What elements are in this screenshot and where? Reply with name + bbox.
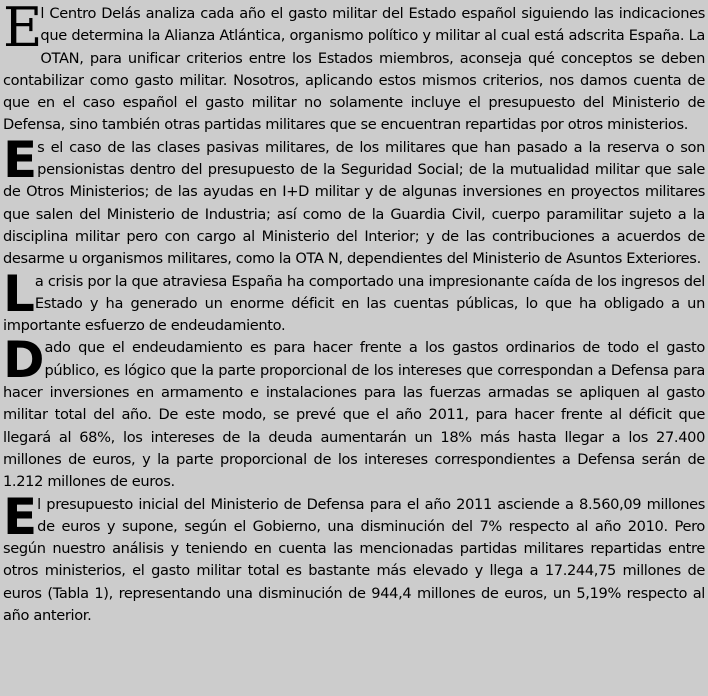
paragraph-text: a crisis por la que atraviesa España ha comportado una impresionante caída de los ingresos del Estado y ha generado un enorme déficit en las cuentas públicas, lo que ha obligado a un importante esfuerzo de endeudamiento. [3,272,705,335]
document-body [3,0,705,627]
dropcap-letter: E [3,487,36,546]
paragraph-intro [3,0,705,137]
paragraph-text: l Centro Delás analiza cada año el gasto militar del Estado español siguiendo las indicaciones que determina la Alianza Atlántica, organismo político y militar al cual está adscrita España. La OTAN, para unificar criterios entre los Estados miembros, aconseja qué conceptos se deben contabilizar como gasto militar. Nosotros, aplicando estos mismos criterios, nos damos cuenta de que en el caso español el gasto militar no solamente incluye el presupuesto del Ministerio de Defensa, sino también otras partidas militares que se encuentran repartidas por otros ministerios. [3,5,705,134]
paragraph-presupuesto [3,487,705,628]
paragraph-text: ado que el endeudamiento es para hacer frente a los gastos ordinarios de todo el gasto público, es lógico que la parte proporcional de los intereses que correspondan a Defensa para hacer inversiones en armamento e instalaciones para las fuerzas armadas se apliquen al gasto militar total del año. De este modo, se prevé que el año 2011, para hacer frente al déficit que llegará al 68%, los intereses de la deuda aumentarán un 18% más hasta llegar a los 27.400 millones de euros, y la parte proporcional de los intereses correspondientes a Defensa serán de 1.212 millones de euros. [3,339,705,491]
dropcap-letter: E [3,0,39,59]
dropcap-letter: D [3,331,43,390]
paragraph-endeudamiento [3,331,705,493]
paragraph-text: s el caso de las clases pasivas militares, de los militares que han pasado a la reserva o son pensionistas dentro del presupuesto de la Seguridad Social; de la mutualidad militar que sale de Otros Ministerios; de las ayudas en I+D militar y de algunas inversiones en proyectos militares que salen del Ministerio de Industria; así como de la Guardia Civil, cuerpo paramilitar sujeto a la disciplina militar pero con cargo al Ministerio del Interior; y de las contribuciones a acuerdos de desarme u organismos militares, como la OTA N, dependientes del Ministerio de Asuntos Exteriores. [3,138,705,268]
paragraph-partidas [3,130,705,271]
paragraph-text: l presupuesto inicial del Ministerio de Defensa para el año 2011 asciende a 8.560,09 millones de euros y supone, según el Gobierno, una disminución del 7% respecto al año 2010. Pero según nuestro análisis y teniendo en cuenta las mencionadas partidas militares repartidas entre otros ministerios, el gasto militar total es bastante más elevado y llega a 17.244,75 millones de euros (Tabla 1), representando una disminución de 944,4 millones de euros, un 5,19% respecto al año anterior. [3,495,705,625]
paragraph-crisis [3,264,705,338]
dropcap-letter: L [3,264,33,323]
dropcap-letter: E [3,130,36,189]
